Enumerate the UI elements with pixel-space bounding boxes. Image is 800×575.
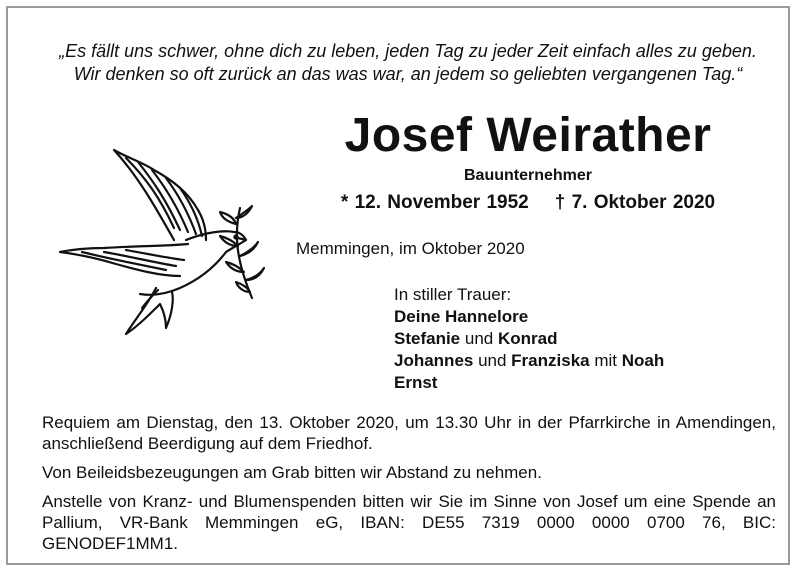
dove-with-olive-branch-icon (56, 148, 266, 338)
mourner-name: Franziska (511, 351, 590, 370)
mourner-name: Deine Hannelore (394, 307, 529, 326)
mourner-conjunction: mit (589, 351, 622, 370)
quote-line-2: Wir denken so oft zurück an das was war, an jedem so geliebten vergangenen Tag.“ (73, 64, 743, 84)
deceased-name: Josef Weirather (344, 109, 712, 162)
mourners-list (394, 284, 664, 394)
donation-notice: Anstelle von Kranz- und Blumenspenden bitten wir Sie im Sinne von Josef um eine Spende an Pallium, VR-Bank Memmingen eG, IBAN: DE55 7319 0000 0000 0700 76, BIC: GENODEF1MM1. (42, 492, 776, 553)
quote-line-1: „Es fällt uns schwer, ohne dich zu leben, jeden Tag zu jeder Zeit einfach alles zu geben. (59, 41, 757, 61)
birth-date: * 12. November 1952 (340, 192, 529, 213)
mourner-name: Ernst (394, 373, 438, 392)
requiem-notice: Requiem am Dienstag, den 13. Oktober 2020, um 13.30 Uhr in der Pfarrkirche in Amendingen, anschließend Beerdigung auf dem Friedhof. (42, 413, 776, 453)
deceased-profession: Bauunternehmer (463, 167, 593, 184)
mourner-name: Konrad (497, 329, 558, 348)
mourner-name: Johannes (394, 351, 474, 370)
mourner-conjunction: und (473, 351, 512, 370)
mourner-conjunction: und (460, 329, 498, 348)
memorial-quote (30, 40, 786, 86)
life-dates (308, 191, 748, 215)
mourners-intro: In stiller Trauer: (394, 285, 512, 304)
mourner-line (394, 306, 664, 328)
mourner-line (394, 350, 664, 372)
mourner-line (394, 328, 664, 350)
place-and-date: Memmingen, im Oktober 2020 (296, 239, 525, 258)
mourner-name: Stefanie (394, 329, 461, 348)
mourner-name: Noah (621, 351, 665, 370)
condolence-notice: Von Beileidsbezeugungen am Grab bitten wir Abstand zu nehmen. (42, 463, 542, 482)
obituary-frame (6, 6, 790, 565)
death-date: † 7. Oktober 2020 (554, 192, 716, 213)
service-information (42, 412, 776, 562)
mourner-line (394, 372, 664, 394)
